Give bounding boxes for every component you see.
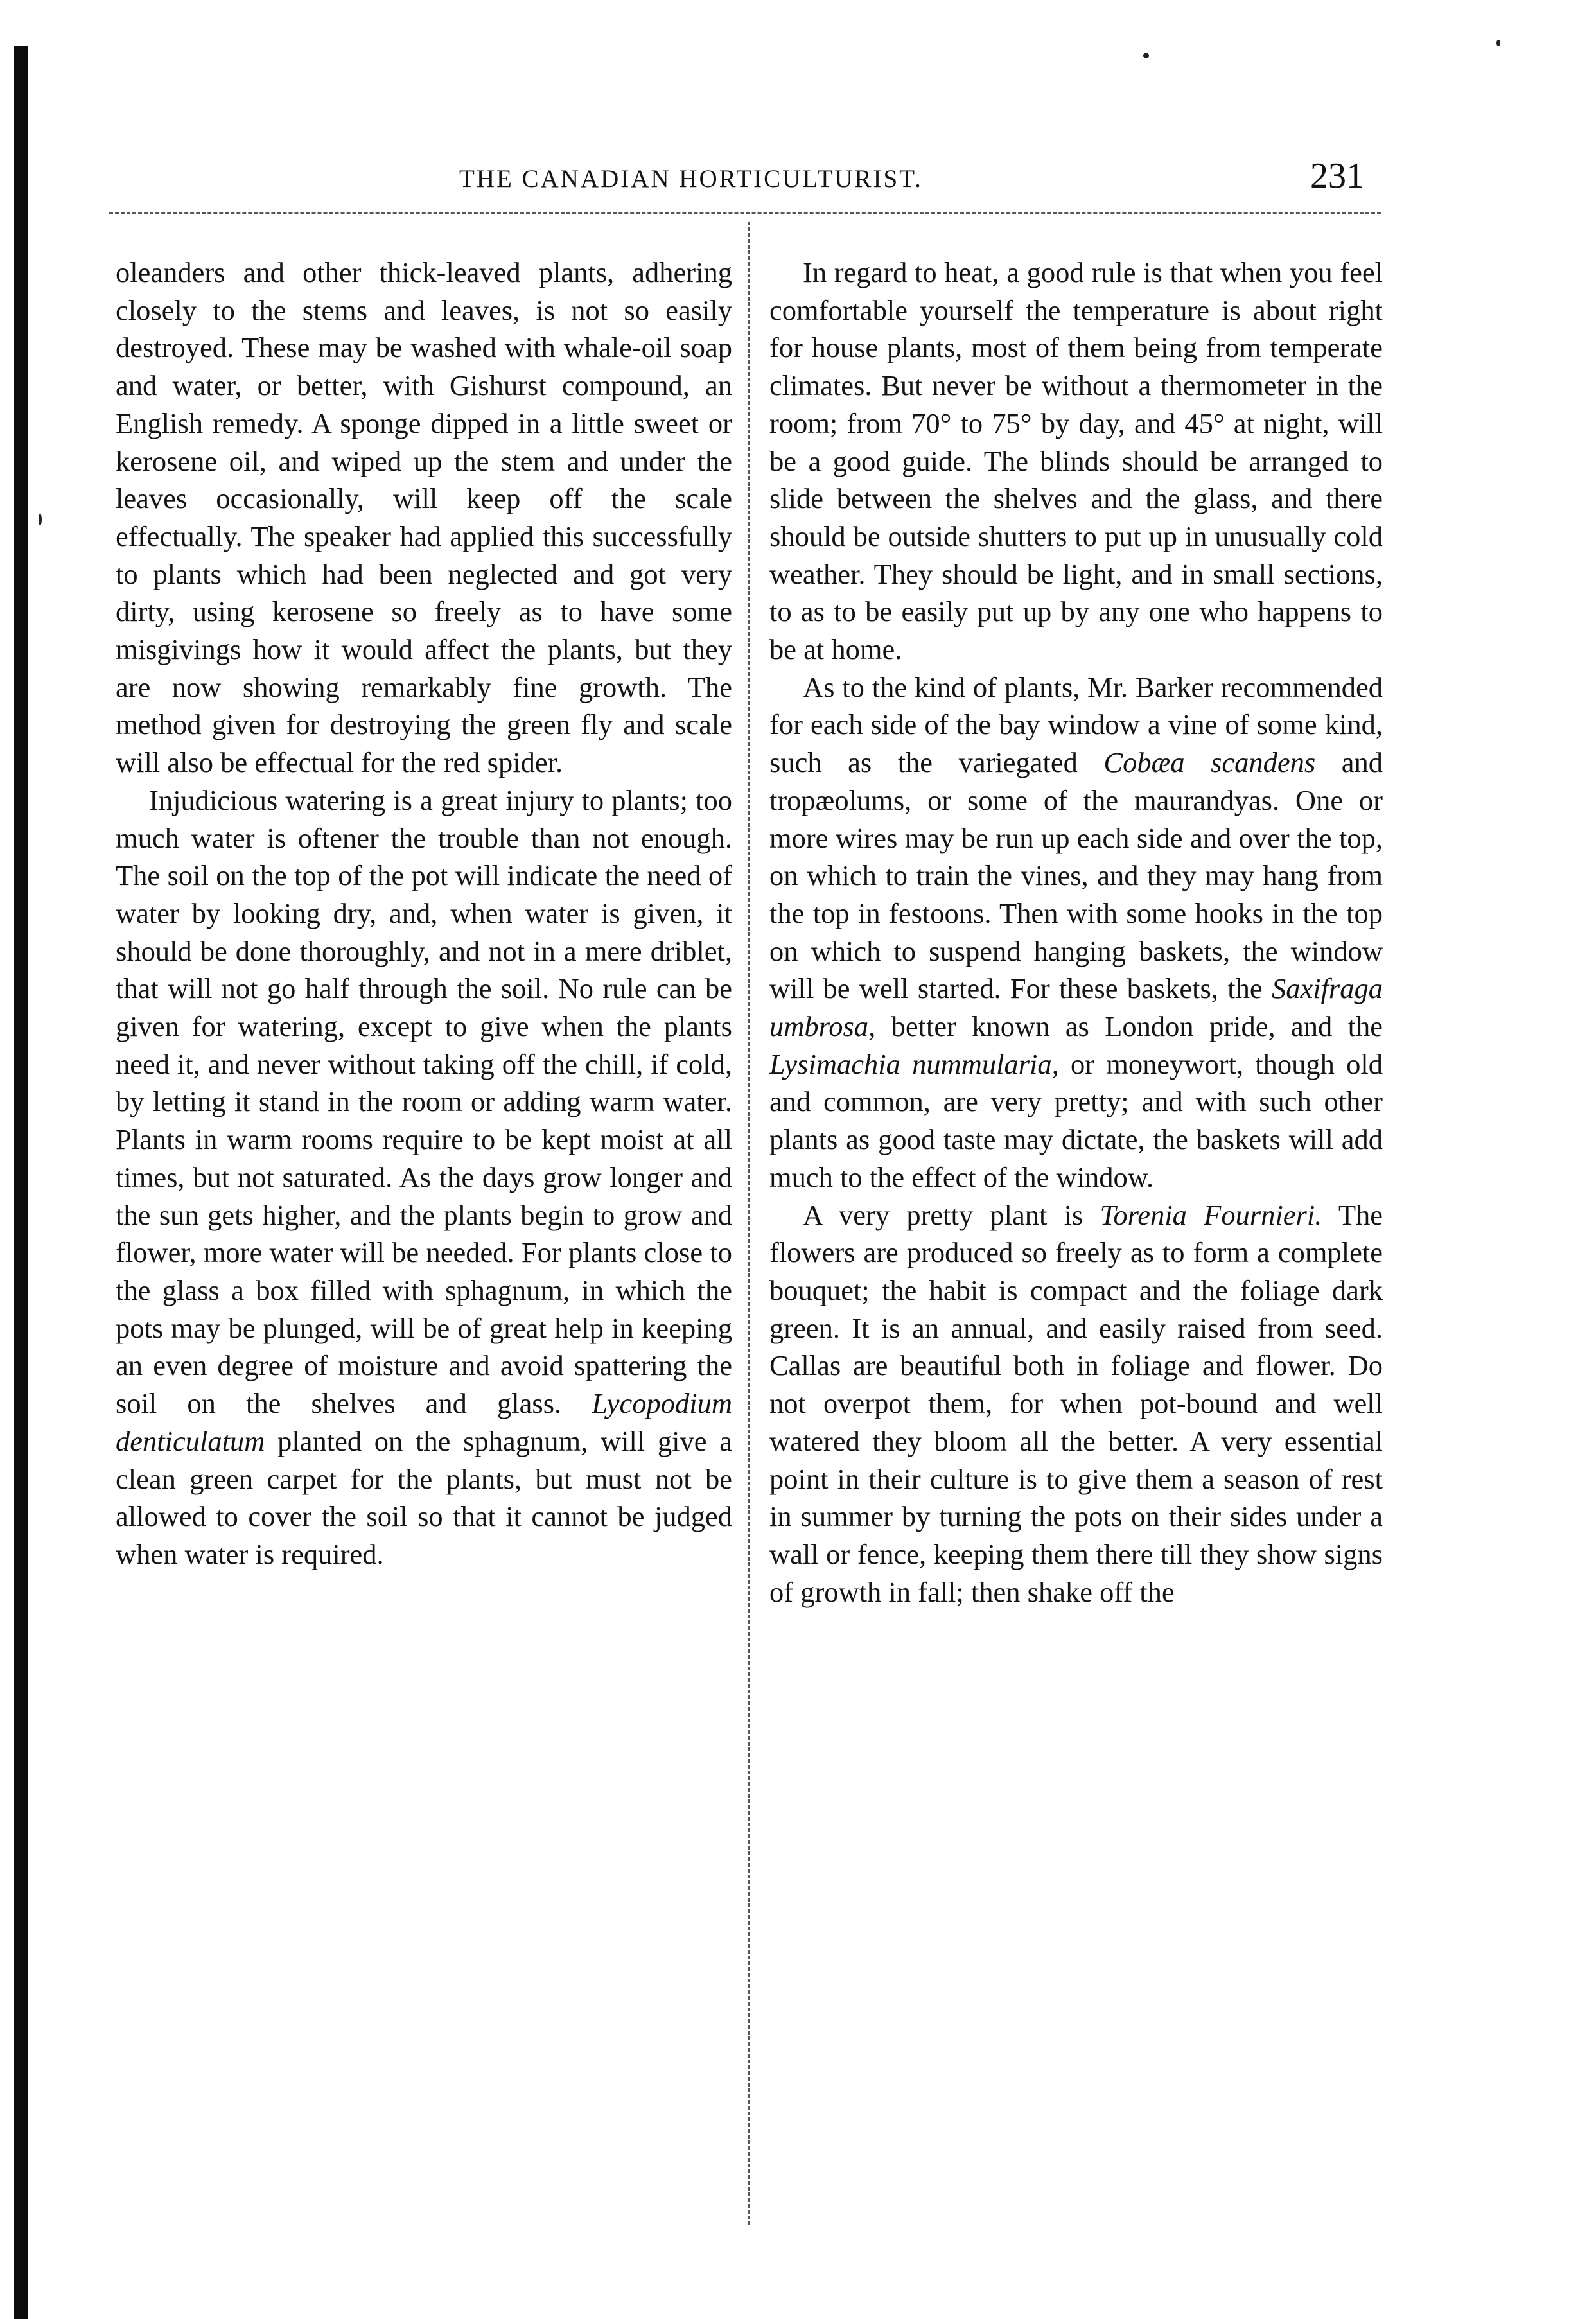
right-column [769,254,1383,1611]
paragraph: oleanders and other thick-leaved plants, adhering closely to the stems and leaves, is not so easily destroyed. These may be washed with whale-oil soap and water, or better, with Gishurst compound, an English remedy. A sponge dipped in a little sweet or kerosene oil, and wiped up the stem and under the leaves occasionally, will keep off the scale effectually. The speaker had applied this successfully to plants which had been neglected and got very dirty, using kerosene so freely as to have some misgivings how it would affect the plants, but they are now showing remarkably fine growth. The method given for destroying the green fly and scale will also be effectual for the red spider. [116,256,732,779]
italic-plant-name: Saxifraga umbrosa, [769,972,1383,1043]
paragraph: As to the kind of plants, Mr. Barker recommended for each side of the bay window a vine of some kind, such as the variegated Cobæa scandens and tropæolums, or some of the maurandyas. One or more wires may be run up each side and over the top, on which to train the vines, and they may hang from the top in festoons. Then with some hooks in the top on which to suspend hanging baskets, the window will be well started. For these baskets, the Saxifraga umbrosa, better known as London pride, and the Lysimachia nummularia, or moneywort, though old and common, are very pretty; and with such other plants as good taste may dictate, the baskets will add much to the effect of the window. [769,670,1383,1193]
italic-plant-name: Lysimachia nummularia, [769,1047,1059,1080]
running-title: THE CANADIAN HORTICULTURIST. [459,165,923,193]
page-header [103,155,1387,200]
paragraph: A very pretty plant is Torenia Fournieri. The flowers are produced so freely as to form a complete bouquet; the habit is compact and the foliage dark green. It is an annual, and easily raised from seed. Callas are beautiful both in foliage and flower. Do not overpot them, for when pot-bound and well watered they bloom all the better. A very essential point in their culture is to give them a season of rest in summer by turning the pots on their sides under a wall or fence, keeping them there till they show signs of growth in fall; then shake off the [769,1198,1383,1608]
scan-speck [1496,40,1500,46]
paragraph: Injudicious watering is a great injury to plants; too much water is oftener the trouble than not enough. The soil on the top of the pot will indicate the need of water by looking dry, and, when water is given, it should be done thoroughly, and not in a mere driblet, that will not go half through the soil. No rule can be given for watering, except to give when the plants need it, and never without taking off the chill, if cold, by letting it stand in the room or adding warm water. Plants in warm rooms require to be kept moist at all times, but not saturated. As the days grow longer and the sun gets higher, and the plants begin to grow and flower, more water will be needed. For plants close to the glass a box filled with sphagnum, in which the pots may be plunged, will be of great help in keeping an even degree of moisture and avoid spattering the soil on the shelves and glass. Lycopodium denticulatum planted on the sphagnum, will give a clean green carpet for the plants, but must not be allowed to cover the soil so that it cannot be judged when water is required. [116,783,733,1570]
scan-speck [39,514,42,525]
scan-speck [1143,53,1149,58]
page-number: 231 [1310,156,1364,196]
italic-plant-name: Cobæa scandens [1103,746,1316,779]
italic-plant-name: Lycopodium denticulatum [116,1387,733,1457]
left-column [116,254,732,1573]
paragraph: In regard to heat, a good rule is that when you feel comfortable yourself the temperature is about right for house plants, most of them being from temperate climates. But never be without a thermometer in the room; from 70° to 75° by day, and 45° at night, will be a good guide. The blinds should be arranged to slide between the shelves and the glass, and there should be outside shutters to put up in unusually cold weather. They should be light, and in small sections, to as to be easily put up by any one who happens to be at home. [769,256,1383,666]
page-binding-edge [14,46,28,2319]
header-rule [109,212,1381,214]
column-divider [748,222,750,2225]
italic-plant-name: Torenia Fournieri. [1100,1198,1322,1231]
